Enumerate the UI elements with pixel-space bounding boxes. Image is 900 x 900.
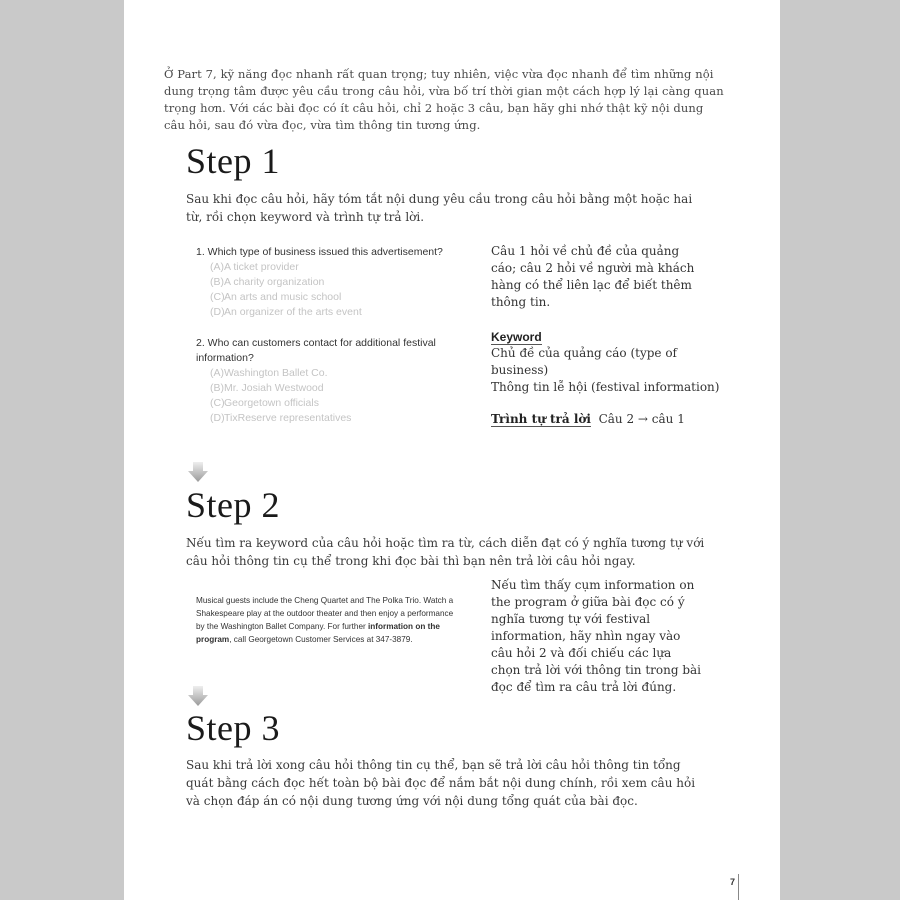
keyword-box xyxy=(491,326,721,396)
option-row xyxy=(196,411,458,426)
option-row xyxy=(196,381,458,396)
passage-keyword: information on the program xyxy=(196,622,440,644)
keyword-line: Chủ đề của quảng cáo (type of business) xyxy=(491,346,677,377)
intro-paragraph: Ở Part 7, kỹ năng đọc nhanh rất quan trọng; tuy nhiên, việc vừa đọc nhanh để tìm những nội dung trọng tâm được yêu cầu trong câu hỏi, vừa bố trí thời gian một cách hợp lý lại càng quan trọng hơn. Với các bài đọc có ít câu hỏi, chỉ 2 hoặc 3 câu, bạn hãy ghi nhớ thật kỹ nội dung câu hỏi, sau đó vừa đọc, vừa tìm thông tin tương ứng. xyxy=(164,67,724,132)
answer-order xyxy=(491,411,731,428)
step-2-note: Nếu tìm thấy cụm information on the program ở giữa bài đọc có ý nghĩa tương tự với festival information, hãy nhìn ngay vào câu hỏi 2 và đối chiếu các lựa chọn trả lời với thông tin trong bài đọc để tìm ra câu trả lời đúng. xyxy=(491,578,701,694)
option-text: Mr. Josiah Westwood xyxy=(224,382,324,394)
down-arrow-icon xyxy=(186,460,210,484)
option-letter: (A) xyxy=(210,367,224,379)
option-text: An arts and music school xyxy=(224,291,342,303)
book-page xyxy=(124,0,780,900)
option-text: An organizer of the arts event xyxy=(224,306,362,318)
question-2-keyword: festival information xyxy=(196,337,436,364)
page-number: 7 xyxy=(730,877,736,887)
option-text: TixReserve representatives xyxy=(224,412,352,424)
question-1-pre: 1. Which xyxy=(196,246,240,258)
answer-order-label: Trình tự trả lời xyxy=(491,412,591,426)
passage-excerpt xyxy=(196,594,461,646)
option-row xyxy=(196,290,466,305)
option-row xyxy=(196,366,458,381)
answer-order-value: Câu 2 → câu 1 xyxy=(598,412,685,426)
question-1-keyword: type of business xyxy=(239,246,316,258)
page-number-divider xyxy=(738,874,739,900)
option-letter: (D) xyxy=(210,306,225,318)
option-letter: (C) xyxy=(210,291,225,303)
question-1-post: issued this advertisement? xyxy=(315,246,443,258)
option-row xyxy=(196,305,466,320)
question-2 xyxy=(196,336,458,426)
down-arrow-icon xyxy=(186,684,210,708)
option-text: A ticket provider xyxy=(224,261,299,273)
option-row xyxy=(196,275,466,290)
passage-pre: Musical guests include the Cheng Quartet and The Polka Trio. Watch a Shakespeare play at the outdoor theater and then enjoy a performance by the Washington Ballet Company. For further xyxy=(196,596,454,631)
step-1-note: Câu 1 hỏi về chủ đề của quảng cáo; câu 2 hỏi về người mà khách hàng có thể liên lạc để biết thêm thông tin. xyxy=(491,244,695,309)
keyword-title: Keyword xyxy=(491,330,542,344)
keyword-line: Thông tin lễ hội (festival information) xyxy=(491,380,720,394)
question-1 xyxy=(196,245,466,320)
step-1-heading: Step 1 xyxy=(186,141,281,181)
step-2-text: Nếu tìm ra keyword của câu hỏi hoặc tìm ra từ, cách diễn đạt có ý nghĩa tương tự với câu hỏi thông tin cụ thể trong khi đọc bài thì bạn nên trả lời câu hỏi ngay. xyxy=(186,536,705,568)
option-text: A charity organization xyxy=(224,276,325,288)
option-row xyxy=(196,260,466,275)
step-2-heading: Step 2 xyxy=(186,485,281,525)
step-3-heading: Step 3 xyxy=(186,708,281,748)
step-1-text: Sau khi đọc câu hỏi, hãy tóm tắt nội dung yêu cầu trong câu hỏi bằng một hoặc hai từ, rồi chọn keyword và trình tự trả lời. xyxy=(186,192,693,224)
question-2-pre: 2. Who can customers contact for additional xyxy=(196,337,404,349)
option-letter: (A) xyxy=(210,261,224,273)
option-row xyxy=(196,396,458,411)
option-text: Georgetown officials xyxy=(224,397,319,409)
option-letter: (B) xyxy=(210,276,224,288)
question-1-stem xyxy=(196,245,466,260)
question-2-stem xyxy=(196,336,458,366)
question-2-post: ? xyxy=(247,352,254,364)
option-text: Washington Ballet Co. xyxy=(224,367,328,379)
option-letter: (B) xyxy=(210,382,224,394)
option-letter: (D) xyxy=(210,412,225,424)
step-3-text: Sau khi trả lời xong câu hỏi thông tin cụ thể, bạn sẽ trả lời câu hỏi thông tin tổng quát bằng cách đọc hết toàn bộ bài đọc để nắm bắt nội dung chính, rồi xem câu hỏi và chọn đáp án có nội dung tương ứng với nội dung tổng quát của bài đọc. xyxy=(186,758,696,808)
passage-post: , call Georgetown Customer Services at 347-3879. xyxy=(229,635,413,644)
option-letter: (C) xyxy=(210,397,225,409)
